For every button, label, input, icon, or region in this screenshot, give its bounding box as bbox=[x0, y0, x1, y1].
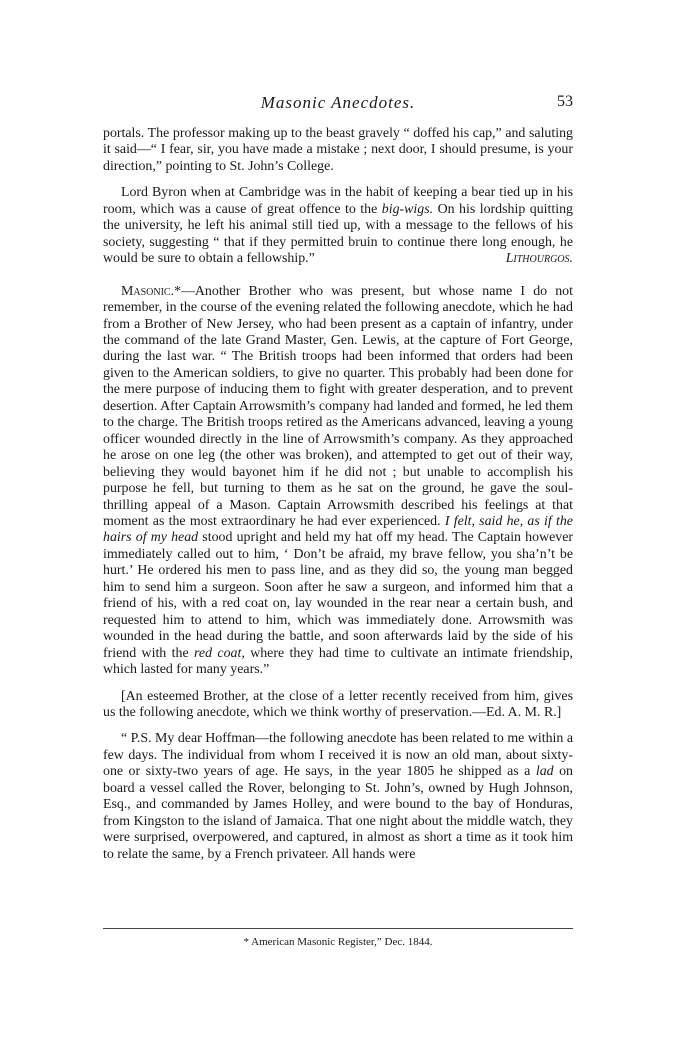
body-text bbox=[103, 126, 573, 863]
running-title: Masonic Anecdotes. bbox=[260, 93, 416, 112]
byron-emphasis: big-wigs. bbox=[381, 201, 434, 217]
paragraph-postscript bbox=[103, 731, 573, 863]
masonic-text-b: stood upright and held my hat off my head. The Captain however immediately called out to him, ‘ Don’t be afraid, my brave fellow, you sha’n’t be hurt.’ He ordered his men to pass line, and as they did so, the young man begged him to send him a surgeon. Soon after he saw a surgeon, and informed him that a friend of his, with a red coat on, lay wounded in the rear near a certain bush, and requested him to attend to him, which was immediately done. Arrowsmith was wounded in the head during the battle, and soon afterwards laid by the side of his friend with the bbox=[103, 530, 574, 661]
page-number: 53 bbox=[557, 93, 573, 110]
paragraph-editor-note: [An esteemed Brother, at the close of a letter recently received from him, gives us the following anecdote, which we think worthy of preservation.—Ed. A. M. R.] bbox=[103, 688, 573, 720]
postscript-text-a: “ P.S. My dear Hoffman—the following anecdote has been related to me within a few days. The individual from whom I received it is now an old man, about sixty-one or sixty-two years of age. He says, in the year 1805 he shipped as a bbox=[103, 731, 573, 780]
paragraph-masonic bbox=[103, 284, 573, 679]
masonic-text-a: *—Another Brother who was present, but whose name I do not remember, in the course of the evening related the following anecdote, which he had from a Brother of New Jersey, who had been present as a captain of infantry, under the command of the late Grand Master, Gen. Lewis, at the capture of Fort George, during the last war. “ The British troops had been informed that orders had been given to the American soldiers, to give no quarter. This probably had been done for the mere purpose of inducing them to fight with greater desperation, and to prevent desertion. After Captain Arrowsmith’s company had landed and formed, he led them to the charge. The British troops retired as the Americans advanced, leaving a young officer wounded directly in the line of Arrowsmith’s company. As they approached he arose on one leg (the other was broken), and attempted to get out of their way, believing they would bayonet him if he did not ; but unable to accomplish his purpose he fell, but turning to them as he sat on the ground, he gave the soul-thrilling appeal of a Mason. Captain Arrowsmith described his feelings at that moment as the most extraordinary he had ever experienced. bbox=[103, 283, 573, 529]
signature: Lithourgos. bbox=[505, 251, 573, 267]
footnote-divider bbox=[103, 928, 573, 929]
masonic-text-c: where they had time to cultivate an intimate friendship, which lasted for many years.” bbox=[103, 645, 573, 678]
postscript-text-b: on board a vessel called the Rover, belonging to St. John’s, owned by Hugh Johnson, Esq., and commanded by James Holley, and were bound to the bay of Honduras, from Kingston to the island of Jamaica. That one night about the middle watch, they were surprised, overpowered, and captured, in almost as short a time as it took him to relate the same, by a French privateer. All hands were bbox=[103, 764, 573, 862]
page-header bbox=[103, 93, 573, 115]
footnote: * American Masonic Register,” Dec. 1844. bbox=[243, 936, 433, 948]
masonic-emphasis-1: I felt, said he, as if the hairs of my head bbox=[103, 513, 573, 546]
masonic-emphasis-2: red coat, bbox=[194, 645, 245, 661]
masonic-lead: Masonic. bbox=[121, 283, 175, 299]
byron-text-a: Lord Byron when at Cambridge was in the habit of keeping a bear tied up in his room, which was a cause of great offence to the bbox=[103, 185, 573, 217]
paragraph-lord-byron bbox=[103, 185, 573, 267]
postscript-emphasis: lad bbox=[535, 764, 554, 780]
paragraph-bear-continuation: portals. The professor making up to the beast gravely “ doffed his cap,” and saluting it said—“ I fear, sir, you have made a mistake ; next door, I should presume, is your direction,” pointing to St. John’s College. bbox=[103, 126, 573, 174]
byron-text-b: On his lordship quitting the university, he left his animal still tied up, with a message to the fellows of his society, suggesting “ that if they permitted bruin to continue there long enough, he would be sure to obtain a fellowship.” bbox=[103, 201, 573, 267]
